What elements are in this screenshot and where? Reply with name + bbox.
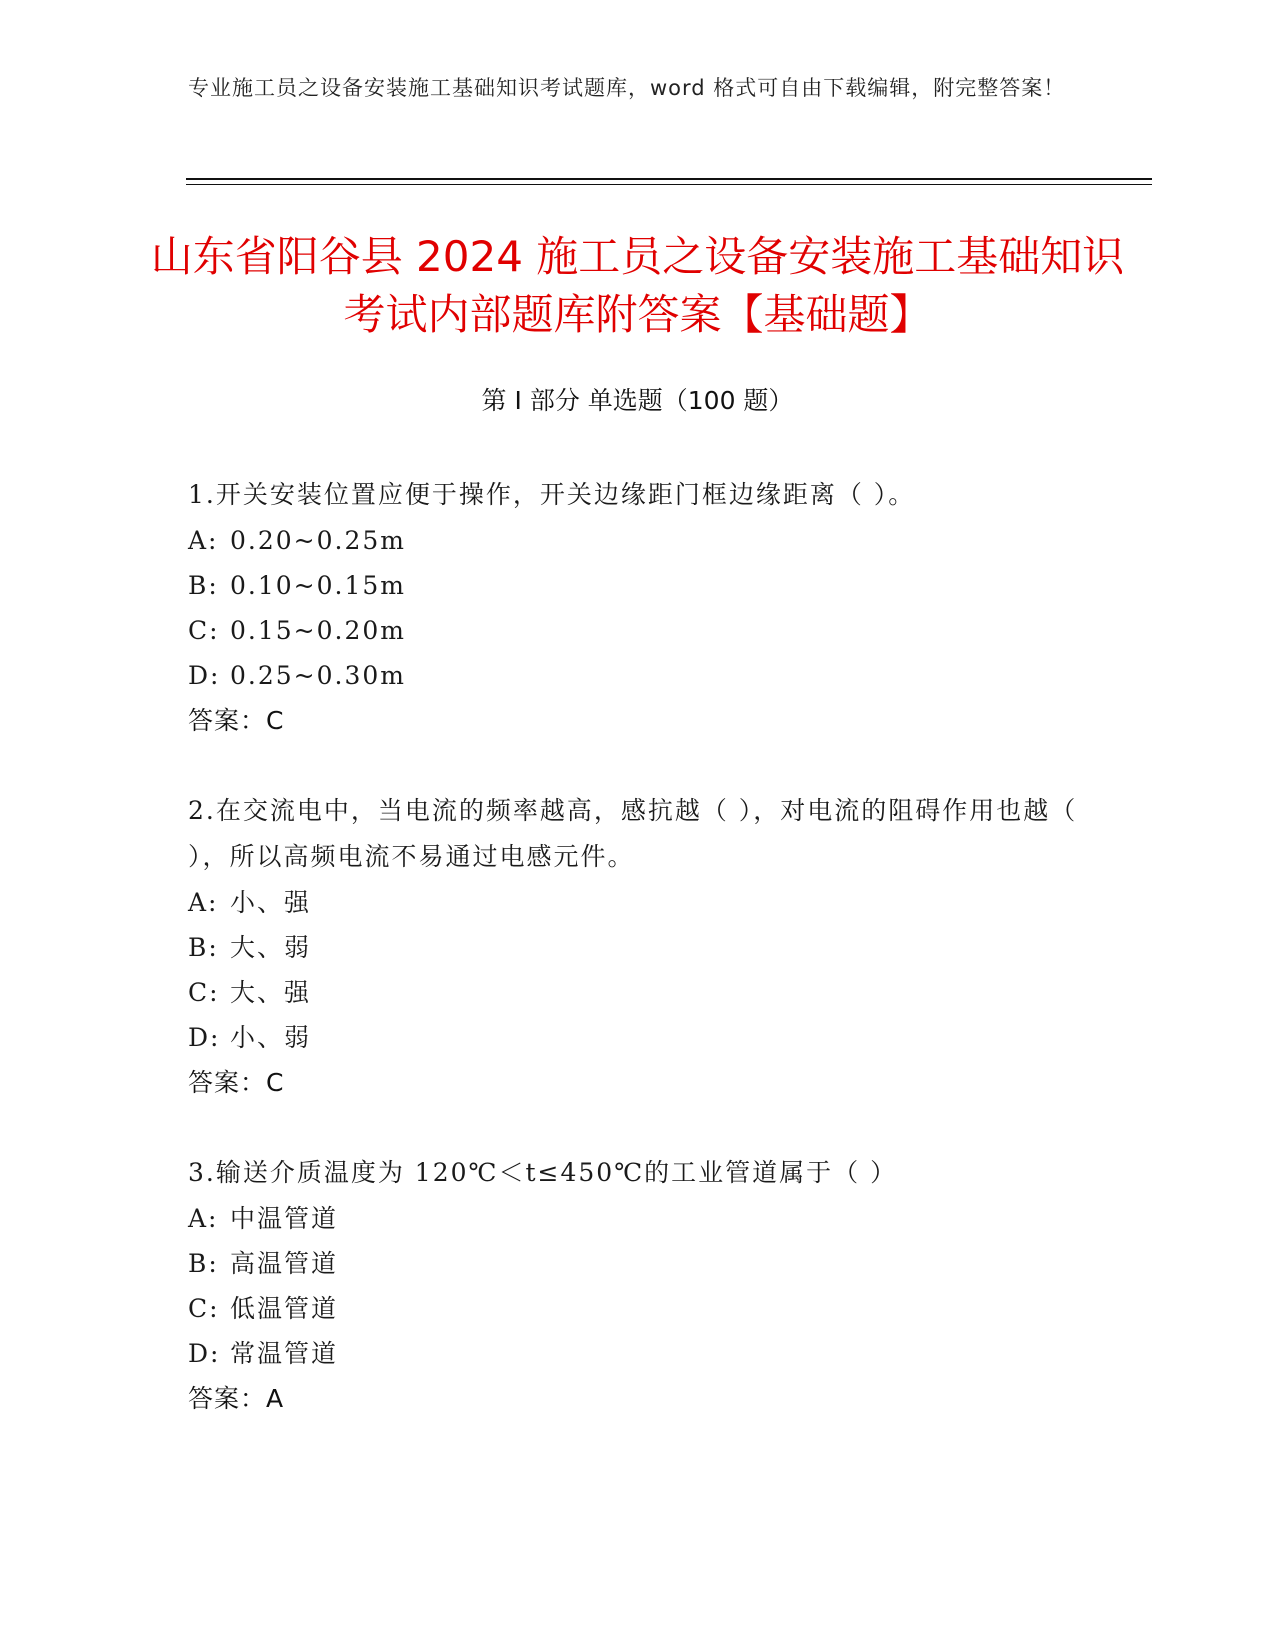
option-letter: B: bbox=[188, 571, 219, 600]
question-list bbox=[188, 472, 1088, 1466]
header-divider-thin bbox=[186, 184, 1152, 185]
option-text: 小、弱 bbox=[230, 1023, 312, 1052]
section-heading: 第 I 部分 单选题（100 题） bbox=[481, 386, 794, 415]
option-letter: D: bbox=[188, 1023, 221, 1052]
option-list bbox=[188, 518, 1088, 698]
question-3 bbox=[188, 1150, 1088, 1422]
option-list bbox=[188, 1196, 1088, 1376]
option-letter: B: bbox=[188, 1249, 219, 1278]
option-letter: B: bbox=[188, 933, 219, 962]
option-letter: A: bbox=[188, 1204, 219, 1233]
option-b bbox=[188, 563, 1088, 608]
option-text: 大、强 bbox=[230, 978, 312, 1007]
option-text: 0.15~0.20m bbox=[230, 616, 406, 645]
answer-line: 答案：A bbox=[188, 1384, 285, 1413]
option-b bbox=[188, 1241, 1088, 1286]
option-letter: C: bbox=[188, 1294, 220, 1323]
option-d bbox=[188, 1331, 1088, 1376]
option-c bbox=[188, 1286, 1088, 1331]
question-1 bbox=[188, 472, 1088, 744]
option-text: 中温管道 bbox=[230, 1204, 339, 1233]
option-d bbox=[188, 653, 1088, 698]
option-text: 高温管道 bbox=[230, 1249, 339, 1278]
option-text: 0.25~0.30m bbox=[230, 661, 406, 690]
option-a bbox=[188, 518, 1088, 563]
option-letter: A: bbox=[188, 888, 219, 917]
option-text: 0.10~0.15m bbox=[230, 571, 406, 600]
option-list bbox=[188, 880, 1088, 1060]
answer-line: 答案：C bbox=[188, 1068, 285, 1097]
option-letter: D: bbox=[188, 661, 221, 690]
option-c bbox=[188, 608, 1088, 653]
option-text: 低温管道 bbox=[230, 1294, 339, 1323]
option-a bbox=[188, 880, 1088, 925]
question-2 bbox=[188, 788, 1088, 1106]
option-letter: C: bbox=[188, 978, 220, 1007]
option-letter: C: bbox=[188, 616, 220, 645]
document-title: 山东省阳谷县 2024 施工员之设备安装施工基础知识考试内部题库附答案【基础题】 bbox=[150, 232, 1125, 339]
option-d bbox=[188, 1015, 1088, 1060]
option-text: 小、强 bbox=[230, 888, 312, 917]
header-divider-thick bbox=[186, 178, 1152, 180]
option-text: 常温管道 bbox=[230, 1339, 339, 1368]
option-a bbox=[188, 1196, 1088, 1241]
header-note: 专业施工员之设备安装施工基础知识考试题库，word 格式可自由下载编辑，附完整答案！ bbox=[188, 76, 1066, 100]
option-c bbox=[188, 970, 1088, 1015]
option-b bbox=[188, 925, 1088, 970]
option-text: 0.20~0.25m bbox=[230, 526, 406, 555]
question-stem: 1.开关安装位置应便于操作，开关边缘距门框边缘距离（ ）。 bbox=[188, 480, 916, 509]
answer-line: 答案：C bbox=[188, 706, 285, 735]
option-letter: D: bbox=[188, 1339, 221, 1368]
question-stem: 2.在交流电中，当电流的频率越高，感抗越（ ），对电流的阻碍作用也越（ ），所以高频电流不易通过电感元件。 bbox=[188, 796, 1078, 871]
option-text: 大、弱 bbox=[230, 933, 312, 962]
option-letter: A: bbox=[188, 526, 219, 555]
question-stem: 3.输送介质温度为 120℃＜t≤450℃的工业管道属于（ ） bbox=[188, 1158, 898, 1187]
